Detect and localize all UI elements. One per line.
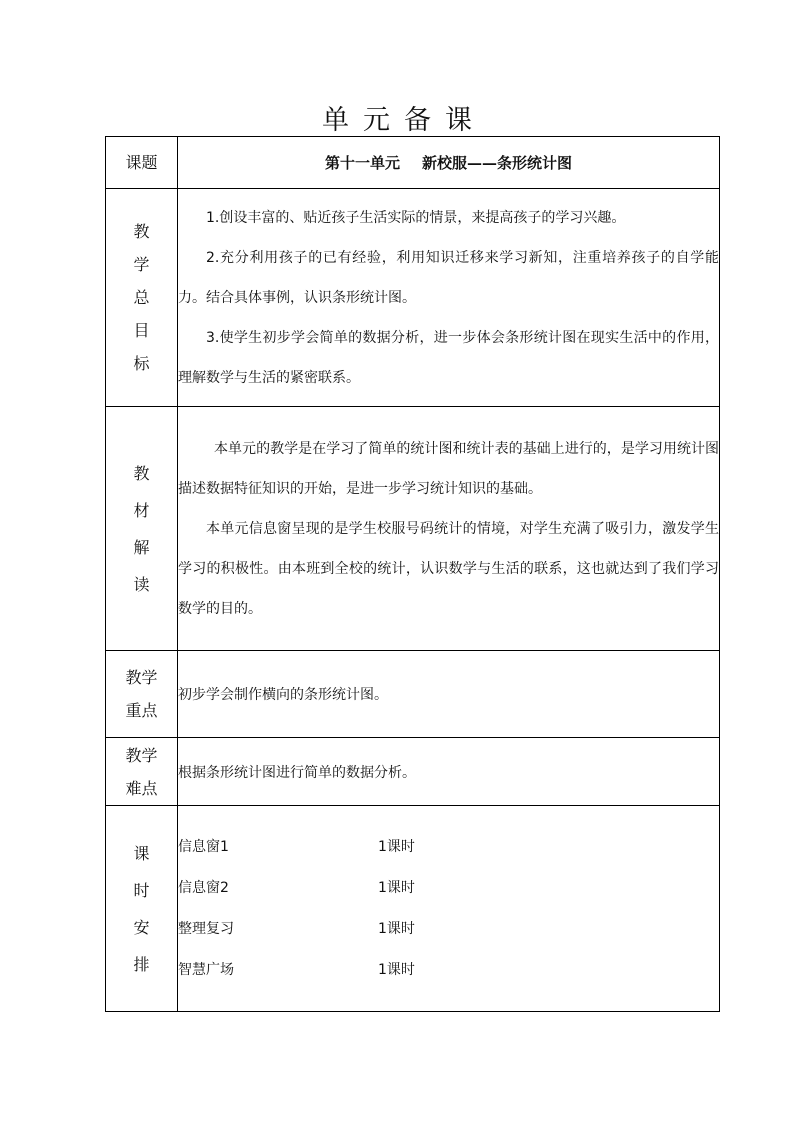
key-point-label (106, 651, 178, 738)
difficulty-text: 根据条形统计图进行简单的数据分析。 (178, 738, 720, 806)
interpretation-label-char: 教 (133, 463, 150, 483)
difficulty-label-line: 教学 (125, 745, 158, 765)
schedule-item-name: 信息窗2 (178, 879, 229, 896)
interpretation-label-char: 材 (133, 500, 150, 520)
unit-name: 新校服——条形统计图 (422, 154, 573, 172)
schedule-label (106, 806, 178, 1012)
topic-cell (178, 137, 720, 189)
key-point-row (106, 651, 720, 738)
schedule-label-char: 安 (133, 917, 150, 937)
topic-label: 课题 (106, 137, 178, 189)
interpretation-content (178, 407, 720, 651)
schedule-item-hours: 1课时 (378, 920, 415, 937)
goals-row (106, 189, 720, 407)
difficulty-row (106, 738, 720, 806)
goals-label-char: 学 (133, 255, 150, 274)
schedule-item-name: 智慧广场 (178, 961, 234, 978)
interpretation-label-char: 解 (133, 537, 150, 557)
difficulty-label-line: 难点 (125, 778, 158, 798)
schedule-label-char: 排 (133, 954, 150, 974)
schedule-item-hours: 1课时 (378, 879, 415, 896)
goals-label-char: 目 (133, 321, 150, 340)
schedule-item (178, 909, 719, 950)
topic-row (106, 137, 720, 189)
interpretation-row (106, 407, 720, 651)
schedule-item (178, 868, 719, 909)
schedule-list (178, 806, 720, 1012)
key-point-text: 初步学会制作横向的条形统计图。 (178, 651, 720, 738)
goals-label-char: 教 (133, 222, 150, 241)
schedule-item-name: 整理复习 (178, 920, 234, 937)
unit-number: 第十一单元 (324, 154, 400, 172)
goals-label-char: 标 (133, 354, 150, 373)
schedule-item-name: 信息窗1 (178, 838, 229, 855)
schedule-item (178, 950, 719, 991)
lesson-plan-table (105, 136, 720, 1012)
goal-item: 1.创设丰富的、贴近孩子生活实际的情景，来提高孩子的学习兴趣。 (206, 209, 626, 226)
key-point-label-line: 教学 (125, 668, 158, 687)
interpretation-label-char: 读 (133, 574, 150, 594)
difficulty-label (106, 738, 178, 806)
schedule-item-hours: 1课时 (378, 961, 415, 978)
goals-label (106, 189, 178, 407)
interpretation-paragraph: 本单元的教学是在学习了简单的统计图和统计表的基础上进行的，是学习用统计图描述数据特征知识的开始，是进一步学习统计知识的基础。 (178, 440, 719, 497)
schedule-item-hours: 1课时 (378, 838, 415, 855)
schedule-label-char: 时 (133, 880, 150, 900)
page-title: 单元备课 (322, 105, 486, 136)
goals-label-char: 总 (133, 288, 150, 307)
interpretation-paragraph: 本单元信息窗呈现的是学生校服号码统计的情境，对学生充满了吸引力，激发学生学习的积极性。由本班到全校的统计，认识数学与生活的联系，这也就达到了我们学习数学的目的。 (178, 520, 719, 617)
key-point-label-line: 重点 (125, 701, 158, 720)
interpretation-label (106, 407, 178, 651)
schedule-item (178, 827, 719, 868)
goal-item: 3.使学生初步学会简单的数据分析，进一步体会条形统计图在现实生活中的作用，理解数学与生活的紧密联系。 (178, 329, 719, 386)
goals-content (178, 189, 720, 407)
schedule-label-char: 课 (133, 843, 150, 863)
goal-item: 2.充分利用孩子的已有经验，利用知识迁移来学习新知，注重培养孩子的自学能力。结合具体事例，认识条形统计图。 (178, 249, 719, 306)
schedule-row (106, 806, 720, 1012)
